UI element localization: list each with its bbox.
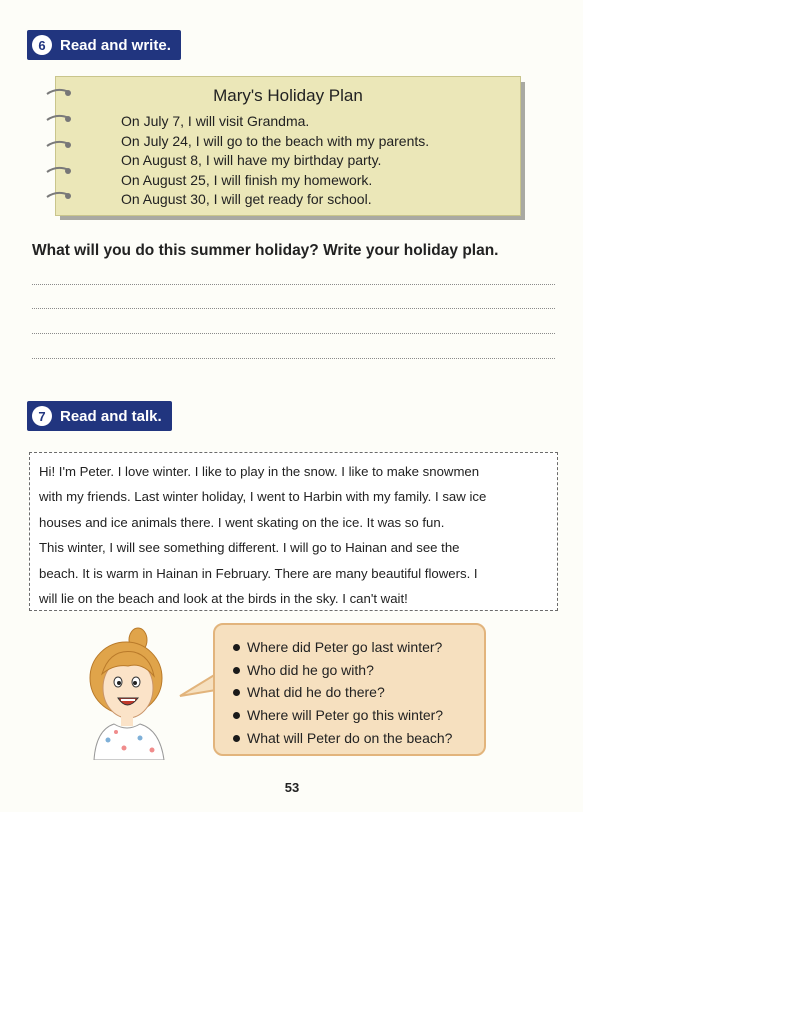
- note-line: On August 8, I will have my birthday party.: [121, 152, 382, 168]
- section-6-title: Read and write.: [60, 36, 171, 54]
- girl-illustration: [78, 626, 178, 760]
- question-item: [233, 727, 484, 750]
- note-title: Mary's Holiday Plan: [213, 86, 363, 105]
- bullet-icon: [233, 667, 240, 674]
- note-line: On August 25, I will finish my homework.: [121, 171, 373, 188]
- question-text: What will Peter do on the beach?: [247, 729, 453, 746]
- writing-line[interactable]: [32, 284, 555, 285]
- section-7-title: Read and talk.: [60, 407, 162, 425]
- question-text: What did he do there?: [247, 684, 385, 701]
- note-line: On July 7, I will visit Grandma.: [121, 113, 310, 129]
- passage-line: Hi! I'm Peter. I love winter. I like to play in the snow. I like to make snowmen: [39, 464, 480, 479]
- bullet-icon: [233, 689, 240, 696]
- section-7-header: [27, 401, 172, 431]
- passage-line: will lie on the beach and look at the birds in the sky. I can't wait!: [39, 591, 408, 607]
- question-item: [233, 659, 484, 682]
- reading-passage: [29, 452, 558, 611]
- section-7-number: 7: [32, 406, 52, 426]
- question-bubble: [213, 623, 486, 756]
- spiral-ring-icon: [45, 87, 73, 99]
- question-text: Where did Peter go last winter?: [247, 639, 443, 655]
- writing-line[interactable]: [32, 333, 555, 334]
- question-item: [233, 636, 484, 659]
- bullet-icon: [233, 735, 240, 742]
- question-text: Where will Peter go this winter?: [247, 707, 444, 724]
- writing-line[interactable]: [32, 308, 555, 309]
- page-number: 53: [284, 780, 300, 795]
- spiral-ring-icon: [45, 113, 73, 125]
- spiral-ring-icon: [45, 190, 73, 202]
- note-line: On August 30, I will get ready for school.: [121, 191, 372, 207]
- bullet-icon: [233, 712, 240, 719]
- section-6-number: 6: [32, 35, 52, 55]
- passage-line: with my friends. Last winter holiday, I went to Harbin with my family. I saw ice: [39, 489, 487, 505]
- note-line: On July 24, I will go to the beach with my parents.: [121, 132, 430, 149]
- writing-line[interactable]: [32, 358, 555, 359]
- holiday-plan-note: [55, 76, 521, 216]
- section-6-header: [27, 30, 181, 60]
- writing-prompt: What will you do this summer holiday? Write your holiday plan.: [32, 242, 499, 259]
- question-item: [233, 704, 484, 727]
- spiral-ring-icon: [45, 165, 73, 177]
- bullet-icon: [233, 644, 240, 651]
- passage-line: houses and ice animals there. I went skating on the ice. It was so fun.: [39, 514, 445, 530]
- passage-line: This winter, I will see something different. I will go to Hainan and see the: [39, 540, 460, 556]
- question-text: Who did he go with?: [247, 661, 374, 678]
- spiral-ring-icon: [45, 139, 73, 151]
- question-item: [233, 681, 484, 704]
- note-lines: [121, 112, 429, 210]
- passage-line: beach. It is warm in Hainan in February. There are many beautiful flowers. I: [39, 565, 478, 581]
